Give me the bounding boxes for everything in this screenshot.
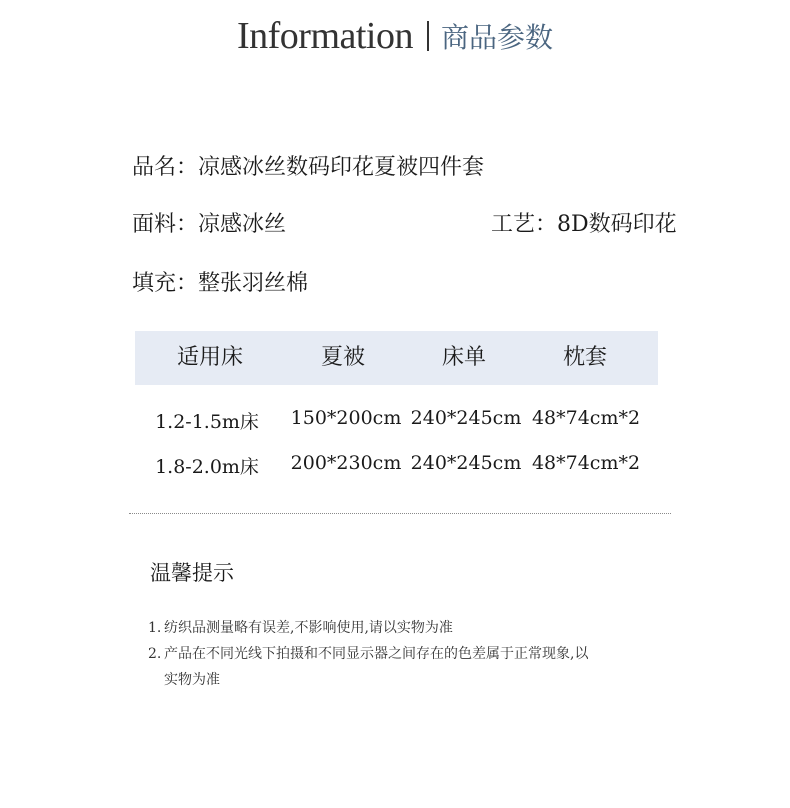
- fabric-field: 面料：凉感冰丝: [132, 212, 287, 237]
- table-cell: 240*245cm: [410, 452, 522, 474]
- title-english: Information: [236, 15, 413, 57]
- title-separator: [427, 21, 429, 51]
- table-cell: 48*74cm*2: [531, 452, 641, 474]
- table-cell: 150*200cm: [290, 407, 402, 429]
- tip-text-continued: 实物为准: [164, 672, 220, 688]
- tip-number: 2.: [148, 646, 162, 662]
- tip-item: [148, 641, 688, 693]
- tip-item: [148, 615, 688, 641]
- header-sheet: 床单: [441, 345, 487, 370]
- header-bed-size: 适用床: [176, 345, 244, 370]
- header-pillowcase: 枕套: [562, 345, 608, 370]
- title-chinese: 商品参数: [441, 21, 554, 54]
- filling-field: 填充：整张羽丝棉: [132, 271, 309, 296]
- header-quilt: 夏被: [320, 345, 366, 370]
- tip-text: 产品在不同光线下拍摄和不同显示器之间存在的色差属于正常现象,以: [164, 646, 589, 662]
- table-cell: 240*245cm: [410, 407, 522, 429]
- table-cell: 1.8-2.0m床: [155, 456, 259, 478]
- table-cell: 200*230cm: [290, 452, 402, 474]
- craft-field: 工艺：8D数码印花: [491, 212, 677, 237]
- product-name: 品名：凉感冰丝数码印花夏被四件套: [132, 155, 485, 180]
- table-cell: 1.2-1.5m床: [155, 411, 259, 433]
- tip-text: 纺织品测量略有误差,不影响使用,请以实物为准: [164, 620, 453, 636]
- tips-title: 温馨提示: [150, 561, 234, 585]
- page-header: [0, 14, 790, 58]
- table-cell: 48*74cm*2: [531, 407, 641, 429]
- dotted-divider: [129, 513, 671, 514]
- tip-number: 1.: [148, 620, 162, 636]
